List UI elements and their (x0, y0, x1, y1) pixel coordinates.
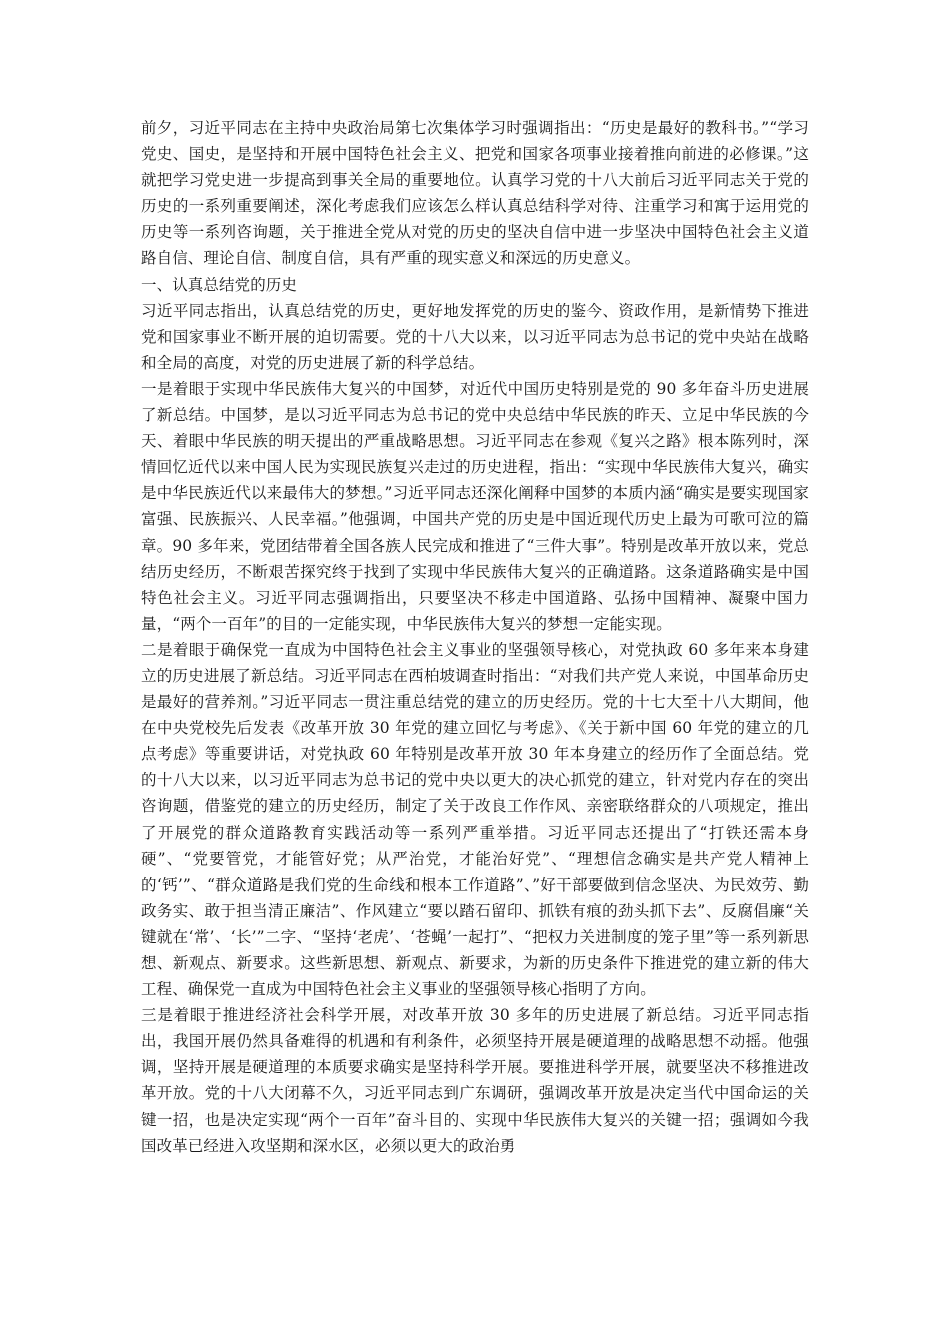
section-heading: 一、认真总结党的历史 (141, 275, 298, 294)
paragraph-point-one: 一是着眼于实现中华民族伟大复兴的中国梦，对近代中国历史特别是党的 90 多年奋斗历史进展了新总结。中国梦，是以习近平同志为总书记的党中央总结中华民族的昨天、立足中华民族的今天、着眼中华民族的明天提出的严重战略思想。习近平同志在参观《复兴之路》根本陈列时，深情回忆近代以来中国人民为实现民族复兴走过的历史进程，指出：“实现中华民族伟大复兴，确实是中华民族近代以来最伟大的梦想。”习近平同志还深化阐释中国梦的本质内涵“确实是要实现国家富强、民族振兴、人民幸福。”他强调，中国共产党的历史是中国近现代历史上最为可歌可泣的篇章。90 多年来，党团结带着全国各族人民完成和推进了“三件大事”。特别是改革开放以来，党总结历史经历，不断艰苦探究终于找到了实现中华民族伟大复兴的正确道路。这条道路确实是中国特色社会主义。习近平同志强调指出，只要坚决不移走中国道路、弘扬中国精神、凝聚中国力量，“两个一百年”的目的一定能实现，中华民族伟大复兴的梦想一定能实现。 (141, 379, 809, 633)
paragraph-section-intro: 习近平同志指出，认真总结党的历史，更好地发挥党的历史的鉴今、资政作用，是新情势下推进党和国家事业不断开展的迫切需要。党的十八大以来，以习近平同志为总书记的党中央站在战略和全局的高度，对党的历史进展了新的科学总结。 (141, 301, 809, 372)
document-body (141, 115, 809, 1159)
paragraph-intro: 前夕，习近平同志在主持中央政治局第七次集体学习时强调指出：“历史是最好的教科书。”“学习党史、国史，是坚持和开展中国特色社会主义、把党和国家各项事业接着推向前进的必修课。”这就把学习党史进一步提高到事关全局的重要地位。认真学习党的十八大前后习近平同志关于党的历史的一系列重要阐述，深化考虑我们应该怎么样认真总结科学对待、注重学习和寓于运用党的历史等一系列咨询题，关于推进全党从对党的历史的坚决自信中进一步坚决中国特色社会主义道路自信、理论自信、制度自信，具有严重的现实意义和深远的历史意义。 (141, 119, 809, 268)
paragraph-point-three: 三是着眼于推进经济社会科学开展，对改革开放 30 多年的历史进展了新总结。习近平同志指出，我国开展仍然具备难得的机遇和有利条件，必须坚持开展是硬道理的战略思想不动摇。他强调，坚持开展是硬道理的本质要求确实是坚持科学开展。要推进科学开展，就要坚决不移推进改革开放。党的十八大闭幕不久，习近平同志到广东调研，强调改革开放是决定当代中国命运的关键一招，也是决定实现“两个一百年”奋斗目的、实现中华民族伟大复兴的关键一招；强调如今我国改革已经进入攻坚期和深水区，必须以更大的政治勇 (141, 1006, 809, 1155)
paragraph-point-two: 二是着眼于确保党一直成为中国特色社会主义事业的坚强领导核心，对党执政 60 多年来本身建立的历史进展了新总结。习近平同志在西柏坡调查时指出：“对我们共产党人来说，中国革命历史是最好的营养剂。”习近平同志一贯注重总结党的建立的历史经历。党的十七大至十八大期间，他在中央党校先后发表《改革开放 30 年党的建立回忆与考虑》、《关于新中国 60 年党的建立的几点考虑》等重要讲话，对党执政 60 年特别是改革开放 30 年本身建立的经历作了全面总结。党的十八大以来，以习近平同志为总书记的党中央以更大的决心抓党的建立，针对党内存在的突出咨询题，借鉴党的建立的历史经历，制定了关于改良工作作风、亲密联络群众的八项规定，推出了开展党的群众道路教育实践活动等一系列严重举措。习近平同志还提出了“打铁还需本身硬”、“党要管党，才能管好党；从严治党，才能治好党”、“理想信念确实是共产党人精神上的‘钙’”、“群众道路是我们党的生命线和根本工作道路”、”好干部要做到信念坚决、为民效劳、勤政务实、敢于担当清正廉洁”、作风建立“要以踏石留印、抓铁有痕的劲头抓下去”、反腐倡廉“关键就在‘常’、‘长’”二字、“坚持‘老虎’、‘苍蝇’一起打”、“把权力关进制度的笼子里”等一系列新思想、新观点、新要求。这些新思想、新观点、新要求，为新的历史条件下推进党的建立新的伟大工程、确保党一直成为中国特色社会主义事业的坚强领导核心指明了方向。 (141, 640, 809, 999)
